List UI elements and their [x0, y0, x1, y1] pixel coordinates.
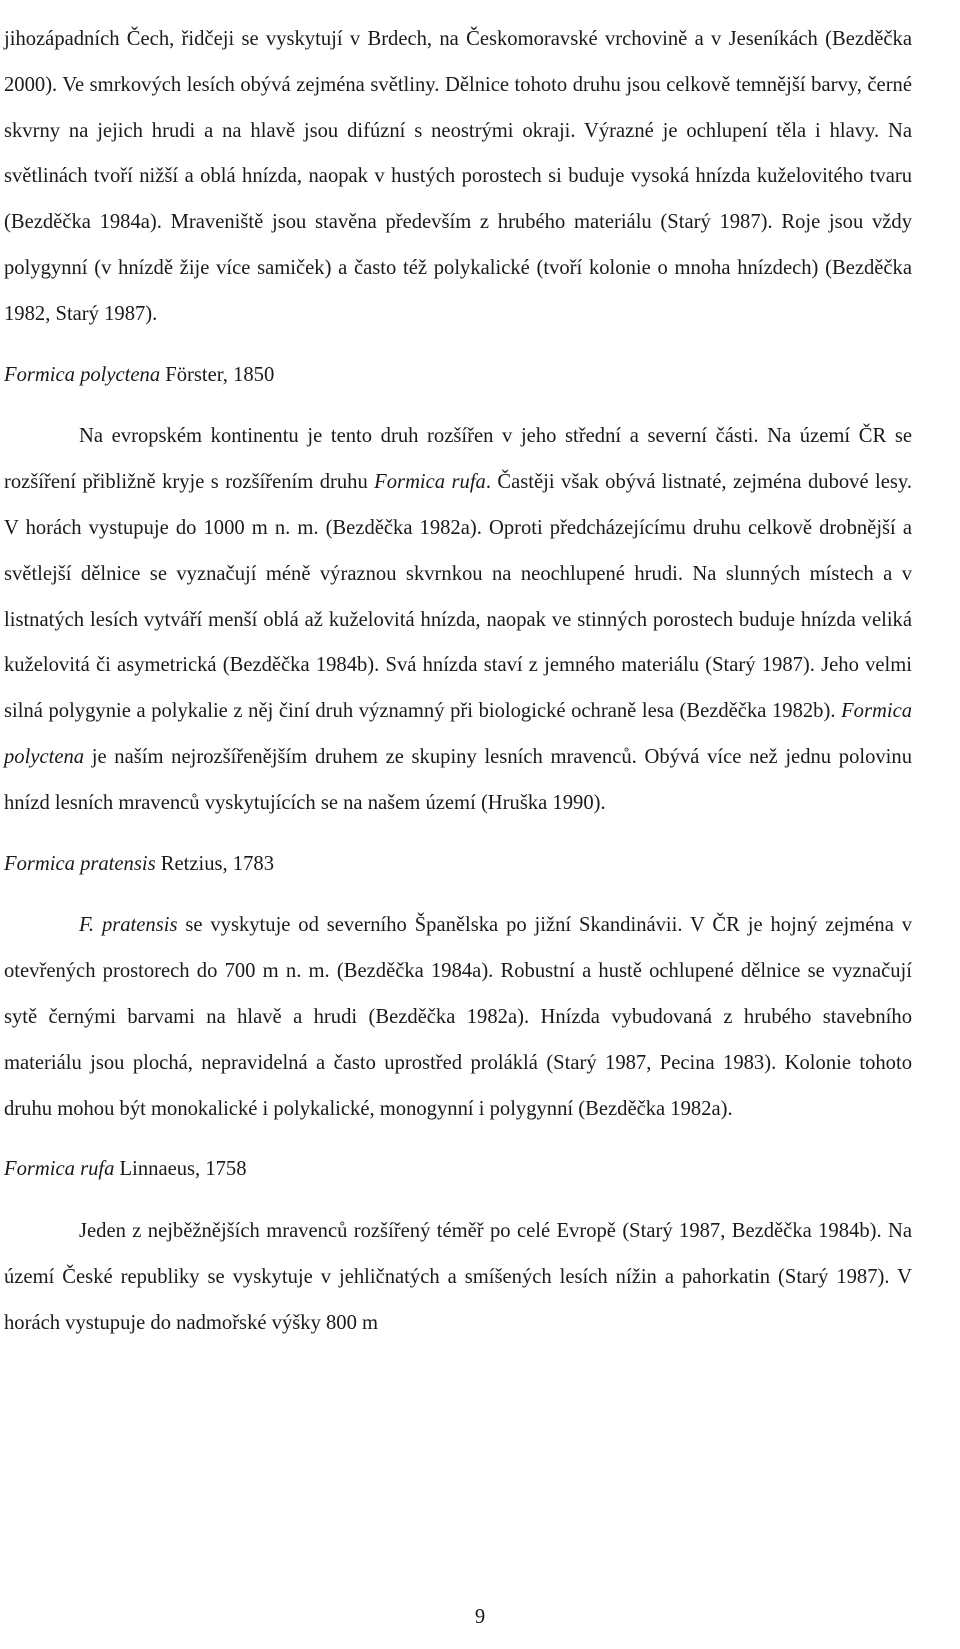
species-name: Formica rufa [4, 1158, 115, 1181]
species-name-inline: Formica rufa [374, 471, 486, 494]
paragraph-text: Na evropském kontinentu je tento druh rozšířen v jeho střední a severní části. Na území ČR se rozšíření přibližně kryje s rozšířením druhu [4, 425, 912, 494]
species-name-inline: F. pratensis [79, 914, 178, 937]
paragraph-formica-aquilonia-continued [4, 0, 912, 338]
paragraph-formica-pratensis [4, 903, 912, 1132]
paragraph-text: . Častěji však obývá listnaté, zejména dubové lesy. V horách vystupuje do 1000 m n. m. (Bezděčka 1982a). Oproti předcházejícímu druhu celkově drobnější a světlejší dělnice se vyznačují méně výraznou skvrnkou na neochlupené hrudi. Na slunných místech a v listnatých lesích vytváří menší oblá až kuželovitá hnízda, naopak ve stinných porostech buduje hnízda veliká kuželovitá či asymetrická (Bezděčka 1984b). Svá hnízda staví z jemného materiálu (Starý 1987). Jeho velmi silná polygynie a polykalie z něj činí druh významný při biologické ochraně lesa (Bezděčka 1982b). [4, 471, 912, 723]
paragraph-text: se vyskytuje od severního Španělska po jižní Skandinávii. V ČR je hojný zejména v otevřených prostorech do 700 m n. m. (Bezděčka 1984a). Robustní a hustě ochlupené dělnice se vyznačují sytě černými barvami na hlavě a hrudi (Bezděčka 1982a). Hnízda vybudovaná z hrubého stavebního materiálu jsou plochá, nepravidelná a často uprostřed proláklá (Starý 1987, Pecina 1983). Kolonie tohoto druhu mohou být monokalické i polykalické, monogynní i polygynní (Bezděčka 1982a). [4, 914, 912, 1120]
document-page [4, 0, 912, 1347]
paragraph-text: Jeden z nejběžnějších mravenců rozšířený téměř po celé Evropě (Starý 1987, Bezděčka 1984b). Na území České republiky se vyskytuje v jehličnatých a smíšených lesích nížin a pahorkatin (Starý 1987). V horách vystupuje do nadmořské výšky 800 m [4, 1220, 912, 1334]
section-heading-formica-pratensis [4, 842, 912, 888]
paragraph-formica-rufa [4, 1209, 912, 1346]
species-author: Retzius, 1783 [155, 852, 274, 875]
species-name: Formica polyctena [4, 363, 161, 386]
species-name-inline: Formica polyctena [4, 700, 912, 768]
section-heading-formica-rufa [4, 1147, 912, 1193]
paragraph-text: jihozápadních Čech, řidčeji se vyskytují v Brdech, na Českomoravské vrchovině a v Jeseníkách (Bezděčka 2000). Ve smrkových lesích obývá zejména světliny. Dělnice tohoto druhu jsou celkově temnější barvy, černé skvrny na jejich hrudi a na hlavě jsou difúzní s neostrými okraji. Výrazné je ochlupení těla i hlavy. Na světlinách tvoří nižší a oblá hnízda, naopak v hustých porostech si buduje vysoká hnízda kuželovitého tvaru (Bezděčka 1984a). Mraveniště jsou stavěna především z hrubého materiálu (Starý 1987). Roje jsou vždy polygynní (v hnízdě žije více samiček) a často též polykalické (tvoří kolonie o mnoha hnízdech) (Bezděčka 1982, Starý 1987). [4, 28, 912, 325]
paragraph-text: je naším nejrozšířenějším druhem ze skupiny lesních mravenců. Obývá více než jednu polovinu hnízd lesních mravenců vyskytujících se na našem území (Hruška 1990). [4, 745, 912, 814]
section-heading-formica-polyctena [4, 353, 912, 399]
species-author: Linnaeus, 1758 [114, 1158, 247, 1181]
species-author: Förster, 1850 [160, 363, 275, 386]
paragraph-formica-polyctena [4, 414, 912, 826]
page-number: 9 [474, 1606, 486, 1628]
species-name: Formica pratensis [4, 852, 156, 875]
